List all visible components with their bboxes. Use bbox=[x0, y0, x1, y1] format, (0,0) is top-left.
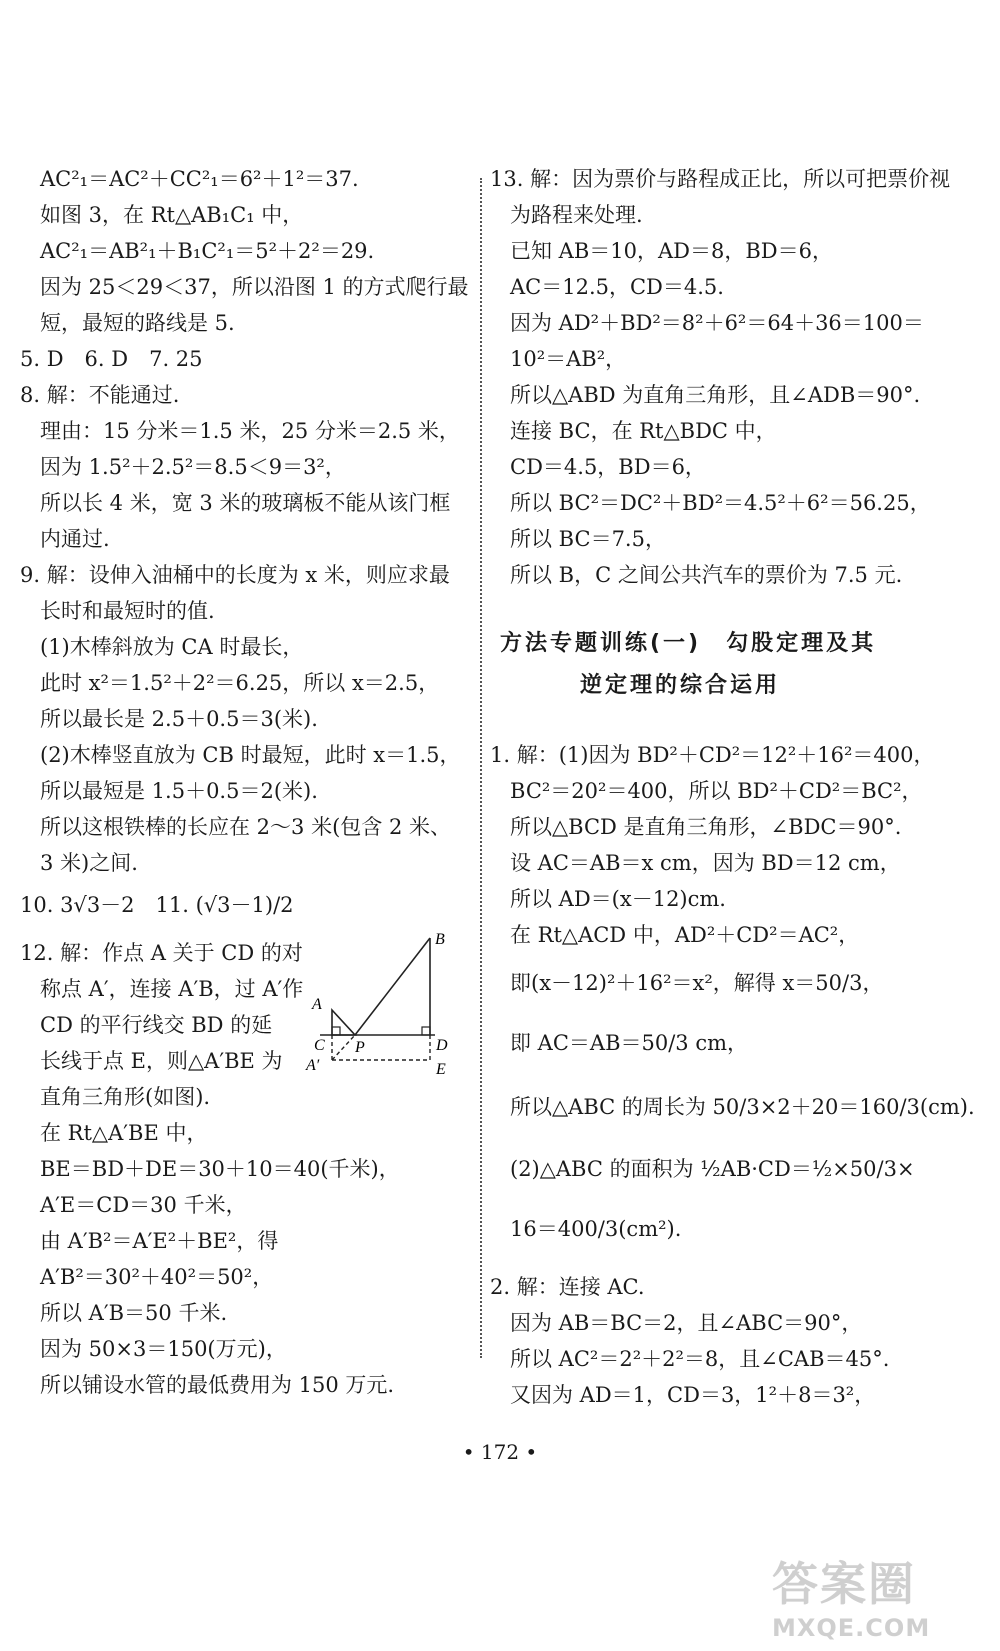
right-line: 13. 解：因为票价与路程成正比，所以可把票价视 bbox=[490, 167, 951, 191]
right-line: 所以△ABD 为直角三角形，且∠ADB＝90°. bbox=[510, 383, 921, 407]
left-line: 短，最短的路线是 5. bbox=[40, 311, 235, 335]
section-heading-line1: 方法专题训练(一) 勾股定理及其 bbox=[500, 631, 877, 656]
right-line: 因为 AB＝BC＝2，且∠ABC＝90°， bbox=[510, 1311, 863, 1335]
left-line: (2)木棒竖直放为 CB 时最短，此时 x＝1.5， bbox=[40, 743, 461, 767]
label-A: A bbox=[312, 996, 322, 1013]
right-line: 所以 AD＝(x－12)cm. bbox=[510, 887, 726, 911]
left-line: (1)木棒斜放为 CA 时最长， bbox=[40, 635, 304, 659]
left-line: AC²₁＝AB²₁＋B₁C²₁＝5²＋2²＝29. bbox=[40, 239, 375, 263]
right-line: BC²＝20²＝400，所以 BD²＋CD²＝BC²， bbox=[510, 779, 923, 803]
left-line: 所以 A′B＝50 千米. bbox=[40, 1301, 228, 1325]
left-line: 所以铺设水管的最低费用为 150 万元. bbox=[40, 1373, 395, 1397]
left-line: 12. 解：作点 A 关于 CD 的对 bbox=[20, 941, 303, 965]
left-line: 由 A′B²＝A′E²＋BE²，得 bbox=[40, 1229, 279, 1253]
left-line: 因为 25＜29＜37，所以沿图 1 的方式爬行最 bbox=[40, 275, 469, 299]
right-line: 2. 解：连接 AC. bbox=[490, 1275, 645, 1299]
watermark-logo: 答案圈 bbox=[772, 1557, 916, 1611]
right-line: CD＝4.5，BD＝6， bbox=[510, 455, 706, 479]
label-D: D bbox=[436, 1037, 448, 1054]
right-line: 已知 AB＝10，AD＝8，BD＝6， bbox=[510, 239, 833, 263]
left-line: 9. 解：设伸入油桶中的长度为 x 米，则应求最 bbox=[20, 563, 450, 587]
right-line: 所以 B，C 之间公共汽车的票价为 7.5 元. bbox=[510, 563, 903, 587]
column-divider bbox=[480, 178, 482, 1358]
left-line: 所以最长是 2.5＋0.5＝3(米). bbox=[40, 707, 318, 731]
left-line: 直角三角形(如图). bbox=[40, 1085, 211, 1109]
label-P: P bbox=[355, 1039, 365, 1056]
left-line: BE＝BD＋DE＝30＋10＝40(千米)， bbox=[40, 1157, 400, 1181]
right-line: 10²＝AB²， bbox=[510, 347, 627, 371]
label-A-prime: A′ bbox=[306, 1057, 320, 1074]
left-line: AC²₁＝AC²＋CC²₁＝6²＋1²＝37. bbox=[40, 167, 359, 191]
left-line: 10. 3√3－2 11. (√3－1)/2 bbox=[20, 893, 294, 917]
geometry-figure bbox=[300, 930, 475, 1090]
label-B: B bbox=[435, 931, 445, 948]
right-line: 连接 BC，在 Rt△BDC 中， bbox=[510, 419, 777, 443]
right-line: 所以△ABC 的周长为 50/3×2＋20＝160/3(cm). bbox=[510, 1095, 975, 1119]
label-C: C bbox=[314, 1037, 325, 1054]
left-line: 所以长 4 米，宽 3 米的玻璃板不能从该门框 bbox=[40, 491, 451, 515]
left-line: 此时 x²＝1.5²＋2²＝6.25，所以 x＝2.5， bbox=[40, 671, 440, 695]
watermark-url: MXQE.COM bbox=[772, 1614, 931, 1642]
left-line: 内通过. bbox=[40, 527, 110, 551]
right-line: 所以 BC²＝DC²＋BD²＝4.5²＋6²＝56.25， bbox=[510, 491, 931, 515]
right-line: 即(x－12)²＋16²＝x²，解得 x＝50/3， bbox=[510, 971, 884, 995]
right-line: 所以 BC＝7.5， bbox=[510, 527, 666, 551]
left-line: A′B²＝30²＋40²＝50²， bbox=[40, 1265, 274, 1289]
right-line: 设 AC＝AB＝x cm，因为 BD＝12 cm， bbox=[510, 851, 901, 875]
right-line: 所以 AC²＝2²＋2²＝8，且∠CAB＝45°. bbox=[510, 1347, 890, 1371]
left-line: 因为 1.5²＋2.5²＝8.5＜9＝3²， bbox=[40, 455, 346, 479]
label-E: E bbox=[436, 1061, 446, 1078]
left-line: 如图 3，在 Rt△AB₁C₁ 中， bbox=[40, 203, 304, 227]
right-line: 为路程来处理. bbox=[510, 203, 643, 227]
right-line: (2)△ABC 的面积为 ½AB·CD＝½×50/3× bbox=[510, 1157, 915, 1181]
left-line: CD 的平行线交 BD 的延 bbox=[40, 1013, 273, 1037]
right-line: 16＝400/3(cm²). bbox=[510, 1217, 682, 1241]
left-line: 理由：15 分米＝1.5 米，25 分米＝2.5 米， bbox=[40, 419, 460, 443]
right-line: 因为 AD²＋BD²＝8²＋6²＝64＋36＝100＝ bbox=[510, 311, 924, 335]
right-line: AC＝12.5，CD＝4.5. bbox=[510, 275, 724, 299]
left-line: 5. D 6. D 7. 25 bbox=[20, 347, 203, 371]
left-line: 8. 解：不能通过. bbox=[20, 383, 180, 407]
left-line: 长时和最短时的值. bbox=[40, 599, 215, 623]
left-line: 在 Rt△A′BE 中， bbox=[40, 1121, 208, 1145]
section-heading-line2: 逆定理的综合运用 bbox=[580, 673, 781, 698]
right-line: 又因为 AD＝1，CD＝3，1²＋8＝3²， bbox=[510, 1383, 876, 1407]
left-line: 所以这根铁棒的长应在 2～3 米(包含 2 米、 bbox=[40, 815, 451, 839]
left-line: 所以最短是 1.5＋0.5＝2(米). bbox=[40, 779, 318, 803]
right-line: 所以△BCD 是直角三角形，∠BDC＝90°. bbox=[510, 815, 902, 839]
page-number: • 172 • bbox=[462, 1440, 538, 1464]
watermark bbox=[772, 1548, 982, 1643]
left-line: 因为 50×3＝150(万元)， bbox=[40, 1337, 287, 1361]
left-line: 3 米)之间. bbox=[40, 851, 138, 875]
right-line: 即 AC＝AB＝50/3 cm， bbox=[510, 1031, 749, 1055]
left-line: 长线于点 E，则△A′BE 为 bbox=[40, 1049, 283, 1073]
right-line: 在 Rt△ACD 中，AD²＋CD²＝AC²， bbox=[510, 923, 860, 947]
right-line: 1. 解：(1)因为 BD²＋CD²＝12²＋16²＝400， bbox=[490, 743, 935, 767]
left-line: 称点 A′，连接 A′B，过 A′作 bbox=[40, 977, 304, 1001]
left-line: A′E＝CD＝30 千米， bbox=[40, 1193, 247, 1217]
